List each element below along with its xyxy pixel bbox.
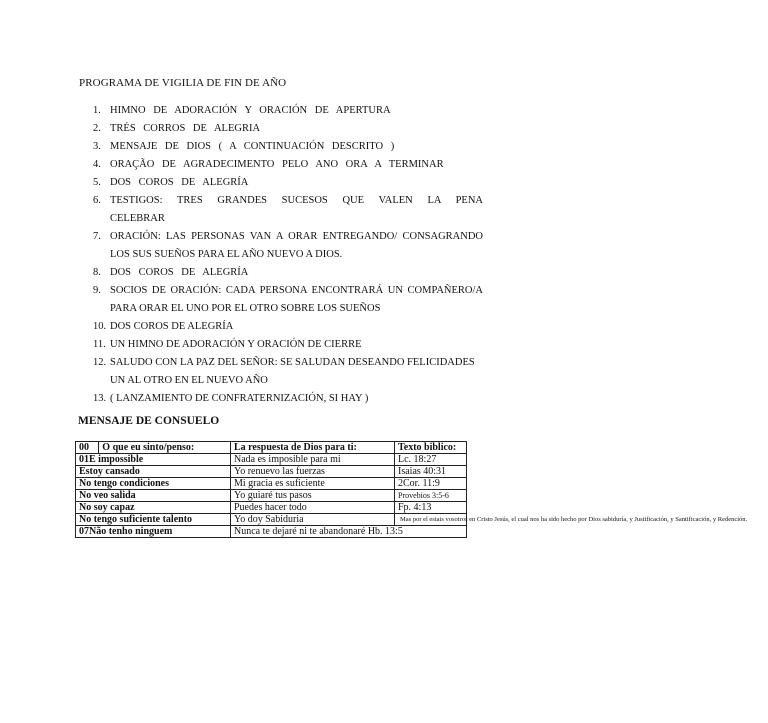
item-text: DOS COROS DE ALEGRÍA xyxy=(110,267,249,278)
verse-cell: Isaias 40:31 xyxy=(395,466,467,478)
item-text: TESTIGOS: TRES GRANDES SUCESOS QUE VALEN LA PENA CELEBRAR xyxy=(110,195,483,224)
table-row xyxy=(76,502,467,514)
item-number: 8. xyxy=(93,267,101,278)
item-number: 9. xyxy=(93,285,101,296)
answer-cell: Nada es imposible para mi xyxy=(231,454,395,466)
overflowing-verse-text: Mas por el estais vosotros en Cristo Jesús, el cual nos ha sido hecho por Dios sabiduría, y Justificación, y Santificación, y Redención. xyxy=(400,516,748,523)
item-number: 4. xyxy=(93,159,101,170)
header-cell: Texto biblico: xyxy=(395,442,467,454)
item-text: ORACIÓN: LAS PERSONAS VAN A ORAR ENTREGANDO/ CONSAGRANDO LOS SUS SUEÑOS PARA EL AÑO NUEVO A DIOS. xyxy=(110,231,483,260)
item-number: 2. xyxy=(93,123,101,134)
verse-cell: 2Cor. 11:9 xyxy=(395,478,467,490)
item-text: ( LANZAMIENTO DE CONFRATERNIZACIÓN, SI HAY ) xyxy=(110,393,369,404)
table-row xyxy=(76,454,467,466)
item-text: MENSAJE DE DIOS ( A CONTINUACIÓN DESCRITO ) xyxy=(110,141,395,152)
list-item xyxy=(93,336,483,354)
item-number: 11. xyxy=(93,339,106,350)
list-item xyxy=(93,156,483,174)
header-cell: La respuesta de Dios para ti: xyxy=(231,442,395,454)
table-row xyxy=(76,526,467,538)
item-number: 1. xyxy=(93,105,101,116)
item-number: 13. xyxy=(93,393,107,404)
item-text: DOS COROS DE ALEGRÍA xyxy=(110,321,234,332)
message-title: MENSAJE DE CONSUELO xyxy=(78,415,220,427)
table-row xyxy=(76,466,467,478)
feeling-cell: 07Não tenho ninguem xyxy=(76,526,231,538)
feeling-cell: No tengo suficiente talento xyxy=(76,514,231,526)
feeling-cell: Estoy cansado xyxy=(76,466,231,478)
item-number: 12. xyxy=(93,357,107,368)
list-item xyxy=(93,390,483,408)
list-item xyxy=(93,192,483,228)
answer-cell: Nunca te dejaré ni te abandonaré Hb. 13:5 xyxy=(231,526,467,538)
header-cell: O que eu sinto/penso: xyxy=(99,442,231,454)
feeling-cell: 01E impossible xyxy=(76,454,231,466)
verse-cell: Provebios 3:5-6 xyxy=(395,490,467,502)
document-title: PROGRAMA DE VIGILIA DE FIN DE AÑO xyxy=(79,77,287,89)
answer-cell: Puedes hacer todo xyxy=(231,502,395,514)
list-item xyxy=(93,282,483,318)
table-row xyxy=(76,478,467,490)
header-cell: 00 xyxy=(76,442,99,454)
answer-cell: Yo renuevo las fuerzas xyxy=(231,466,395,478)
item-text: HIMNO DE ADORACIÓN Y ORACIÓN DE APERTURA xyxy=(110,105,391,116)
list-item xyxy=(93,120,483,138)
item-text: TRÉS CORROS DE ALEGRIA xyxy=(110,123,261,134)
feeling-cell: No tengo condiciones xyxy=(76,478,231,490)
item-number: 10. xyxy=(93,321,107,332)
feeling-cell: No soy capaz xyxy=(76,502,231,514)
item-text: UN HIMNO DE ADORACIÓN Y ORACIÓN DE CIERRE xyxy=(110,339,362,350)
list-item xyxy=(93,138,483,156)
item-text: DOS COROS DE ALEGRÍA xyxy=(110,177,249,188)
list-item xyxy=(93,354,483,390)
item-text: SOCIOS DE ORACIÓN: CADA PERSONA ENCONTRARÁ UN COMPAÑERO/A PARA ORAR EL UNO POR EL OTRO SOBRE LOS SUEÑOS xyxy=(110,285,483,314)
table-row xyxy=(76,490,467,502)
item-text: SALUDO CON LA PAZ DEL SEÑOR: SE SALUDAN DESEANDO FELICIDADES UN AL OTRO EN EL NUEVO AÑO xyxy=(110,357,475,386)
consolation-table xyxy=(75,441,467,538)
list-item xyxy=(93,264,483,282)
feeling-cell: No veo salida xyxy=(76,490,231,502)
verse-cell: Lc. 18:27 xyxy=(395,454,467,466)
answer-cell: Yo doy Sabiduria xyxy=(231,514,395,526)
list-item xyxy=(93,318,483,336)
table-header-row xyxy=(76,442,467,454)
list-item xyxy=(93,174,483,192)
program-list xyxy=(93,102,483,408)
list-item xyxy=(93,102,483,120)
item-number: 5. xyxy=(93,177,101,188)
item-number: 6. xyxy=(93,195,101,206)
item-number: 3. xyxy=(93,141,101,152)
item-number: 7. xyxy=(93,231,101,242)
answer-cell: Mi gracia es suficiente xyxy=(231,478,395,490)
answer-cell: Yo guiaré tus pasos xyxy=(231,490,395,502)
verse-cell: Fp. 4:13 xyxy=(395,502,467,514)
list-item xyxy=(93,228,483,264)
item-text: ORAÇÃO DE AGRADECIMENTO PELO ANO ORA A TERMINAR xyxy=(110,159,444,170)
